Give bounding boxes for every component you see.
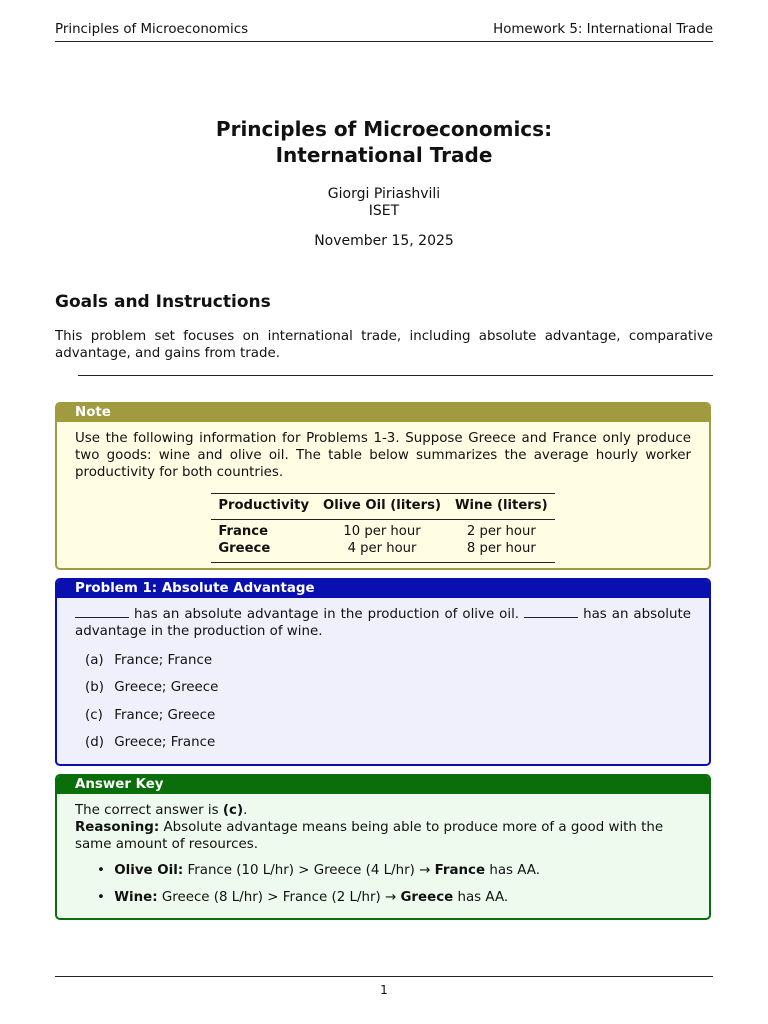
option-label: (a)	[85, 653, 104, 668]
list-item	[97, 862, 691, 889]
document-date: November 15, 2025	[314, 233, 454, 249]
note-body	[57, 422, 709, 570]
problem-title: Problem 1: Absolute Advantage	[57, 580, 709, 598]
answer-key-box	[55, 774, 711, 920]
bullet-label: Olive Oil:	[114, 863, 184, 878]
table-cell: 10 per hour	[343, 524, 421, 539]
problem-statement	[75, 606, 691, 640]
answer-key-title: Answer Key	[57, 776, 709, 794]
note-box	[55, 402, 711, 570]
problem-text-part-1: has an absolute advantage in the production of olive oil.	[134, 607, 520, 622]
bullet-suffix: has AA.	[489, 863, 540, 878]
reasoning-paragraph	[75, 819, 691, 853]
problem-body	[57, 598, 709, 766]
bullet-text: France (10 L/hr) > Greece (4 L/hr) →	[187, 863, 431, 878]
author-block	[55, 186, 713, 220]
table-cell: 2 per hour	[466, 524, 536, 539]
table-header-cell: Productivity	[211, 494, 316, 520]
reasoning-bullets	[75, 862, 691, 916]
bullet-icon: •	[97, 863, 105, 878]
option-d	[85, 734, 691, 761]
page-number: 1	[380, 983, 388, 997]
answer-blank	[75, 606, 129, 618]
option-text: Greece; France	[114, 734, 216, 750]
productivity-table	[211, 493, 554, 563]
answer-blank	[524, 606, 578, 618]
option-c	[85, 707, 691, 734]
title-block	[55, 116, 713, 249]
option-a	[85, 652, 691, 679]
bullet-country: Greece	[400, 890, 454, 905]
table-cell: 8 per hour	[448, 541, 555, 563]
table-row	[211, 541, 554, 563]
header-course: Principles of Microeconomics	[55, 22, 249, 37]
section-divider	[78, 375, 713, 376]
problem-box	[55, 578, 711, 766]
author-name: Giorgi Piriashvili	[327, 186, 441, 202]
option-label: (c)	[85, 707, 103, 723]
bullet-suffix: has AA.	[457, 890, 509, 905]
option-text: Greece; Greece	[114, 680, 219, 696]
title-line-1: Principles of Microeconomics:	[215, 117, 553, 141]
table-cell: Greece	[211, 541, 316, 563]
title-line-2: International Trade	[275, 143, 493, 167]
correct-answer-prefix: The correct answer is	[75, 803, 219, 818]
reasoning-text: Absolute advantage means being able to produce more of a good with the same amount of resources.	[75, 820, 664, 852]
note-title: Note	[57, 404, 709, 422]
running-header	[55, 22, 713, 42]
correct-answer-line	[75, 802, 691, 819]
bullet-label: Wine:	[114, 890, 158, 905]
table-header-cell: Olive Oil (liters)	[316, 494, 448, 520]
table-cell: 4 per hour	[316, 541, 448, 563]
sentence-period: .	[243, 803, 248, 818]
author-affiliation: ISET	[368, 203, 400, 219]
option-text: France; Greece	[114, 707, 216, 723]
document-title	[55, 116, 713, 168]
table-cell: France	[218, 524, 269, 539]
bullet-country: France	[434, 863, 486, 878]
bullet-text: Greece (8 L/hr) > France (2 L/hr) →	[161, 890, 397, 905]
table-header-cell: Wine (liters)	[448, 494, 555, 520]
option-label: (d)	[85, 734, 104, 750]
footer-divider	[55, 976, 713, 977]
intro-paragraph: This problem set focuses on international trade, including absolute advantage, comparative advantage, and gains from trade.	[55, 329, 713, 361]
answer-key-body	[57, 794, 709, 920]
option-text: France; France	[114, 653, 213, 668]
reasoning-label: Reasoning:	[75, 820, 160, 835]
problem-text-part-2: has an absolute advantage in the production of wine.	[75, 607, 691, 639]
option-label: (b)	[85, 680, 104, 696]
note-text: Use the following information for Problems 1-3. Suppose Greece and France only produce two goods: wine and olive oil. The table below summarizes the average hourly worker productivity for both countries.	[75, 431, 691, 480]
list-item	[97, 889, 691, 916]
correct-answer-choice: (c)	[222, 803, 244, 818]
option-b	[85, 679, 691, 706]
bullet-icon: •	[97, 890, 105, 905]
table-header-row	[211, 494, 554, 520]
header-assignment: Homework 5: International Trade	[493, 22, 713, 37]
section-heading: Goals and Instructions	[55, 292, 271, 312]
table-row	[211, 520, 554, 541]
answer-options	[75, 652, 691, 761]
